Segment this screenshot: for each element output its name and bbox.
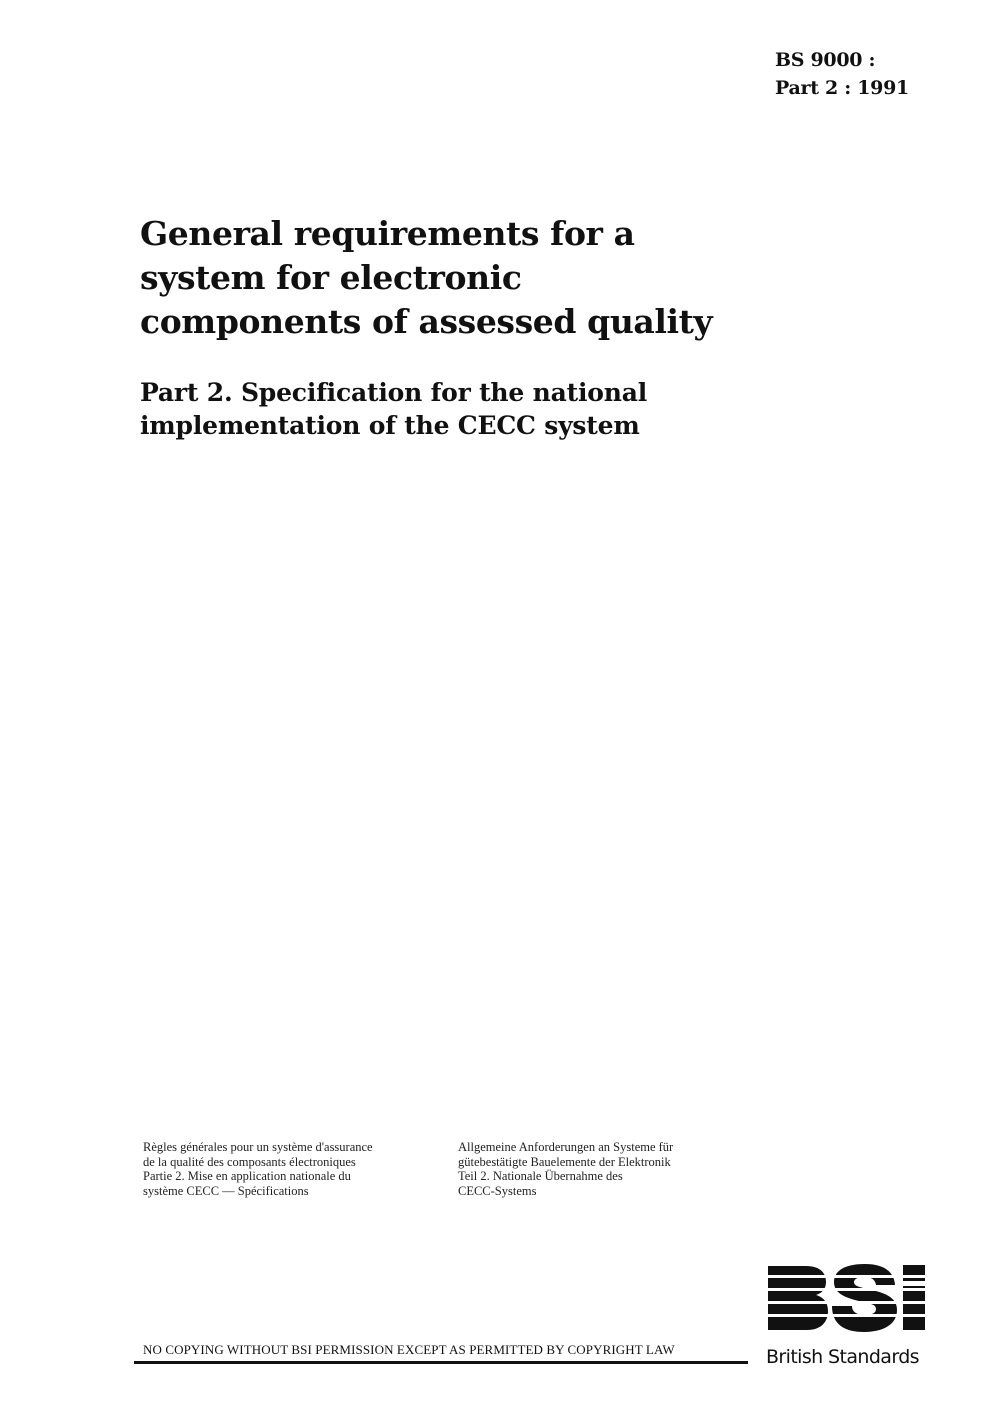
title-line: system for electronic [140,258,522,297]
bsi-logo [766,1262,946,1372]
german-title-line: Allgemeine Anforderungen an Systeme für [458,1140,674,1154]
standard-number-line1: BS 9000 : [775,49,876,71]
french-title-line: Partie 2. Mise en application nationale du [143,1169,351,1183]
document-subtitle [140,376,840,442]
logo-caption: British Standards [766,1346,919,1368]
german-title-line: gütebestätigte Bauelemente der Elektronik [458,1154,671,1169]
document-title [140,212,840,344]
german-title-line: Teil 2. Nationale Übernahme des [458,1169,623,1183]
title-line: General requirements for a [140,214,635,253]
title-line: components of assessed quality [140,302,713,341]
standard-number-line2: Part 2 : 1991 [775,77,909,99]
french-title-line: Règles générales pour un système d'assurance [143,1140,373,1154]
copyright-notice: NO COPYING WITHOUT BSI PERMISSION EXCEPT AS PERMITTED BY COPYRIGHT LAW [143,1342,675,1357]
copyright-divider [134,1361,748,1364]
french-title-line: de la qualité des composants électroniques [143,1154,356,1169]
standard-number [775,46,909,102]
french-title-block [143,1140,373,1198]
subtitle-line: Part 2. Specification for the national [140,378,647,407]
german-title-line: CECC-Systems [458,1183,537,1198]
bsi-wordmark-icon [766,1262,946,1344]
german-title-block [458,1140,673,1198]
french-title-line: système CECC — Spécifications [143,1183,309,1198]
subtitle-line: implementation of the CECC system [140,411,640,440]
